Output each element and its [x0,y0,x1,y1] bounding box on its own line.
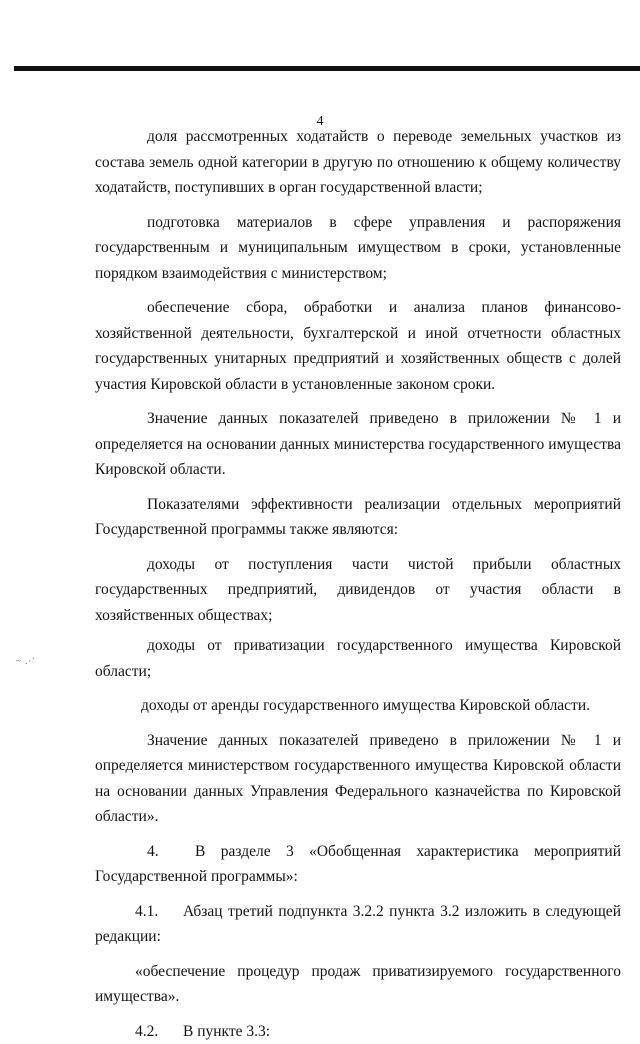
clause-text: В разделе 3 «Обобщенная характеристика мероприятий Государственной программы»: [95,843,621,886]
clause-number: 4.2. [135,1019,183,1044]
clause-number: 4. [147,839,195,865]
paragraph-rent-income: доходы от аренды государственного имущества Кировской области. [95,693,621,719]
paragraph-indicator-values-2: Значение данных показателей приведено в приложении № 1 и определяется министерством государственного имущества Кировской области на основании данных Управления Федерального казначейства по Кировской области». [95,728,621,830]
paragraph-efficiency-indicators: Показателями эффективности реализации отдельных мероприятий Государственной программы также являются: [95,492,621,543]
paragraph-collection-of-plans: обеспечение сбора, обработки и анализа планов финансово-хозяйственной деятельности, бухгалтерской и иной отчетности областных государственных унитарных предприятий и хозяйственных обществ с долей участия Кировской области в установленные законом сроки. [95,295,621,397]
margin-specks: ~ .·' [16,656,35,666]
top-rule [14,66,640,71]
paragraph-privatization-income: доходы от приватизации государственного имущества Кировской области; [95,633,621,684]
clause-4 [95,839,621,890]
paragraph-preparation-of-materials: подготовка материалов в сфере управления и распоряжения государственным и муниципальным имуществом в сроки, установленные порядком взаимодействия с министерством; [95,210,621,287]
clause-4-2 [95,1019,621,1044]
paragraph-profit-income: доходы от поступления части чистой прибыли областных государственных предприятий, дивидендов от участия области в хозяйственных обществах; [95,552,621,629]
document-body [95,124,621,1044]
paragraph-indicator-values-1: Значение данных показателей приведено в приложении № 1 и определяется на основании данных министерства государственного имущества Кировской области. [95,406,621,483]
page-number: 4 [0,114,640,130]
paragraph-procedures-of-sale: «обеспечение процедур продаж приватизируемого государственного имущества». [95,959,621,1010]
clause-text: Абзац третий подпункта 3.2.2 пункта 3.2 изложить в следующей редакции: [95,903,621,946]
paragraph-share-of-petitions: доля рассмотренных ходатайств о переводе земельных участков из состава земель одной категории в другую по отношению к общему количеству ходатайств, поступивших в орган государственной власти; [95,124,621,201]
clause-number: 4.1. [135,899,183,925]
clause-text: В пункте 3.3: [183,1023,270,1040]
clause-4-1 [95,899,621,950]
